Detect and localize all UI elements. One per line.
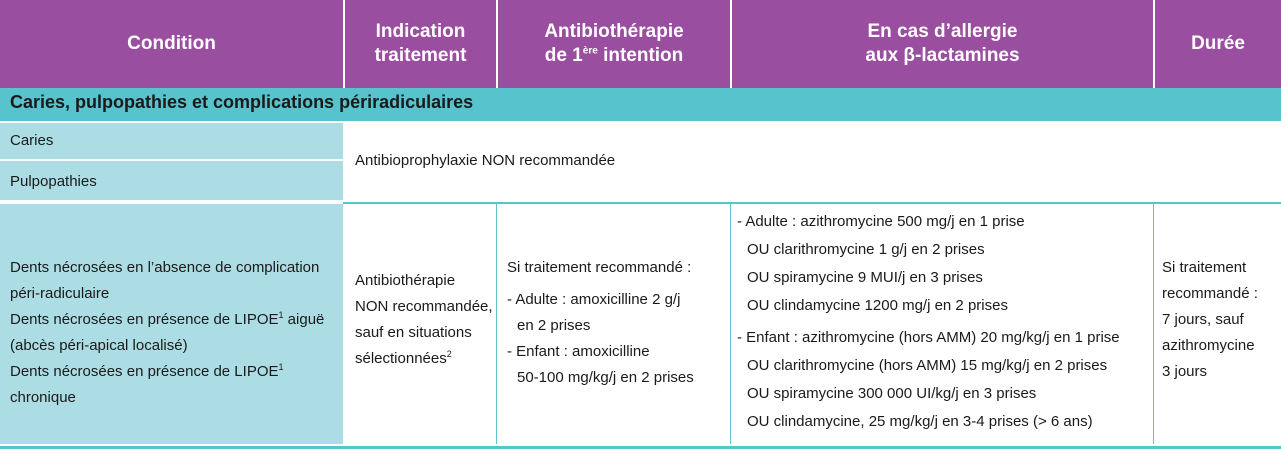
row-divider xyxy=(343,202,1281,204)
first-line-text: Si traitement recommandé : - Adulte : amoxicilline 2 g/j en 2 prises - Enfant : amoxicilline 50-100 mg/kg/j en 2 prises xyxy=(507,259,694,386)
condition-caries: Caries xyxy=(0,123,343,159)
header-allergy: En cas d’allergie aux β-lactamines xyxy=(732,0,1153,88)
header-duration: Durée xyxy=(1155,0,1281,88)
duration-text: Si traitement recommandé : 7 jours, sauf azithromycine 3 jours xyxy=(1162,259,1258,380)
column-divider xyxy=(730,204,731,444)
header-first-line: Antibiothérapie de 1ère intention xyxy=(498,0,730,88)
header-indication: Indication traitement xyxy=(345,0,496,88)
prophylaxis-text: Antibioprophylaxie NON recommandée xyxy=(355,152,616,169)
condition-pulpopathies: Pulpopathies xyxy=(0,161,343,200)
section-title-bar xyxy=(0,88,1281,121)
column-divider xyxy=(1153,204,1154,444)
section-title: Caries, pulpopathies et complications périradiculaires xyxy=(10,92,474,112)
indication-text: Antibiothérapie NON recommandée, sauf en situations sélectionnées$^2$ xyxy=(355,272,493,367)
column-divider xyxy=(496,204,497,444)
allergy-text: - Adulte : azithromycine 500 mg/j en 1 prise OU clarithromycine 1 g/j en 2 prises OU spiramycine 9 MUI/j en 3 prises OU clindamycine 1200 mg/j en 2 prises - Enfant : azithromycine (hors AMM) 20 mg/kg/j en 1 prise OU clarithromycine (hors AMM) 15 mg/kg/j en 2 prises OU spiramycine 300 000 UI/kg/j en 3 prises OU clindamycine, 25 mg/kg/j en 3-4 prises (> 6 ans) xyxy=(737,213,1120,430)
condition-necrosis: Dents nécrosées en l’absence de complication péri-radiculaire Dents nécrosées en présence de LIPOE$^1$ aiguë (abcès péri-apical localisé) Dents nécrosées en présence de LIPOE$^1$ chronique xyxy=(0,204,343,444)
header-condition: Condition xyxy=(0,0,343,88)
table-header xyxy=(0,0,1281,88)
cell-gap xyxy=(0,159,343,161)
table-bottom-border xyxy=(0,446,1281,449)
cell-gap xyxy=(0,200,343,204)
